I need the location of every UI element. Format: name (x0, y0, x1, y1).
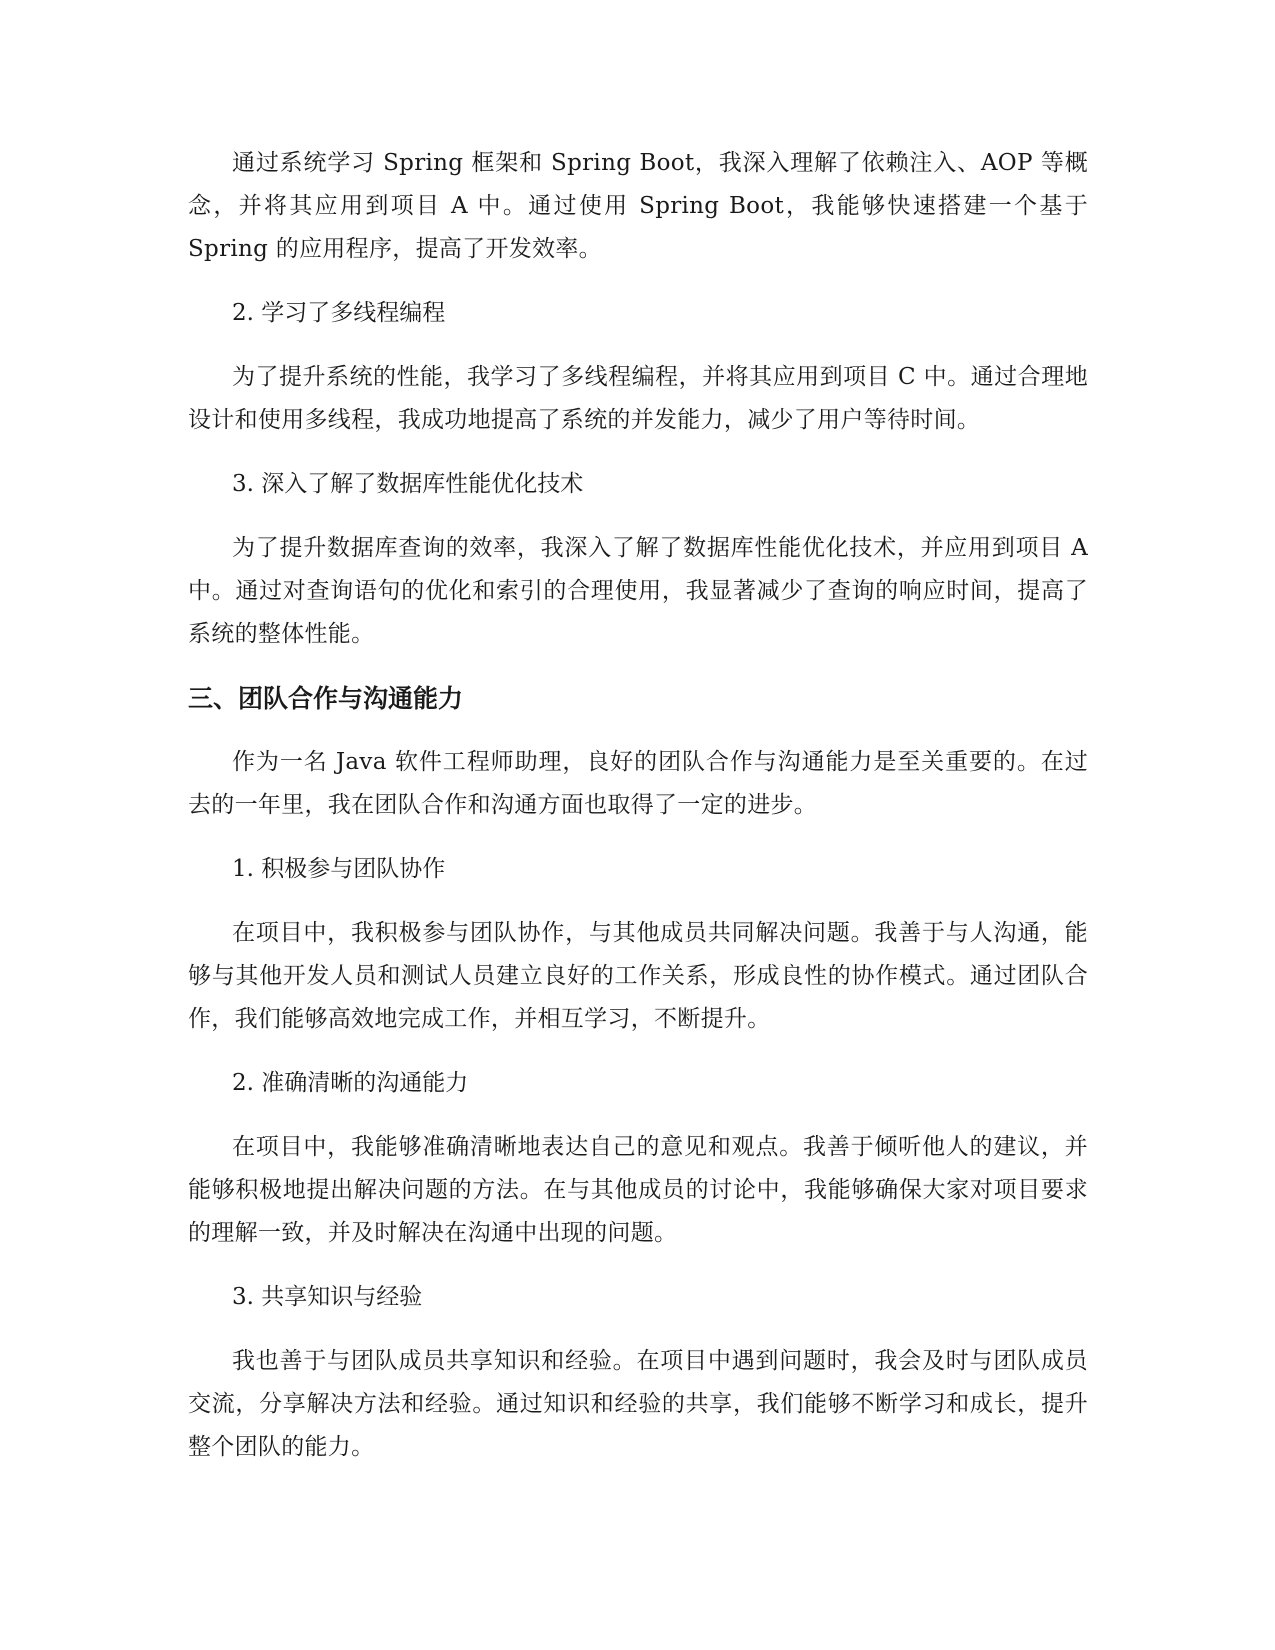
paragraph-database-optimization: 为了提升数据库查询的效率，我深入了解了数据库性能优化技术，并应用到项目 A 中。通过对查询语句的优化和索引的合理使用，我显著减少了查询的响应时间，提高了系统的整体性能。 (188, 535, 1088, 647)
subheading-team-collaboration: 1. 积极参与团队协作 (232, 856, 446, 882)
subheading-database-optimization: 3. 深入了解了数据库性能优化技术 (232, 471, 584, 497)
paragraph-communication: 在项目中，我能够准确清晰地表达自己的意见和观点。我善于倾听他人的建议，并能够积极地提出解决问题的方法。在与其他成员的讨论中，我能够确保大家对项目要求的理解一致，并及时解决在沟通中出现的问题。 (188, 1134, 1088, 1246)
subheading-multithreading: 2. 学习了多线程编程 (232, 300, 446, 326)
paragraph-team-collaboration: 在项目中，我积极参与团队协作，与其他成员共同解决问题。我善于与人沟通，能够与其他开发人员和测试人员建立良好的工作关系，形成良性的协作模式。通过团队合作，我们能够高效地完成工作，并相互学习，不断提升。 (188, 920, 1088, 1032)
paragraph-multithreading: 为了提升系统的性能，我学习了多线程编程，并将其应用到项目 C 中。通过合理地设计和使用多线程，我成功地提高了系统的并发能力，减少了用户等待时间。 (188, 364, 1088, 433)
paragraph-teamwork-intro: 作为一名 Java 软件工程师助理，良好的团队合作与沟通能力是至关重要的。在过去的一年里，我在团队合作和沟通方面也取得了一定的进步。 (188, 749, 1088, 818)
section-heading-teamwork: 三、团队合作与沟通能力 (188, 684, 464, 713)
subheading-knowledge-sharing: 3. 共享知识与经验 (232, 1284, 423, 1310)
subheading-communication: 2. 准确清晰的沟通能力 (232, 1070, 469, 1096)
document-body (188, 142, 1088, 1490)
paragraph-spring: 通过系统学习 Spring 框架和 Spring Boot，我深入理解了依赖注入、AOP 等概念，并将其应用到项目 A 中。通过使用 Spring Boot，我能够快速搭建一个基于 Spring 的应用程序，提高了开发效率。 (188, 150, 1088, 262)
paragraph-knowledge-sharing: 我也善于与团队成员共享知识和经验。在项目中遇到问题时，我会及时与团队成员交流，分享解决方法和经验。通过知识和经验的共享，我们能够不断学习和成长，提升整个团队的能力。 (188, 1348, 1088, 1460)
